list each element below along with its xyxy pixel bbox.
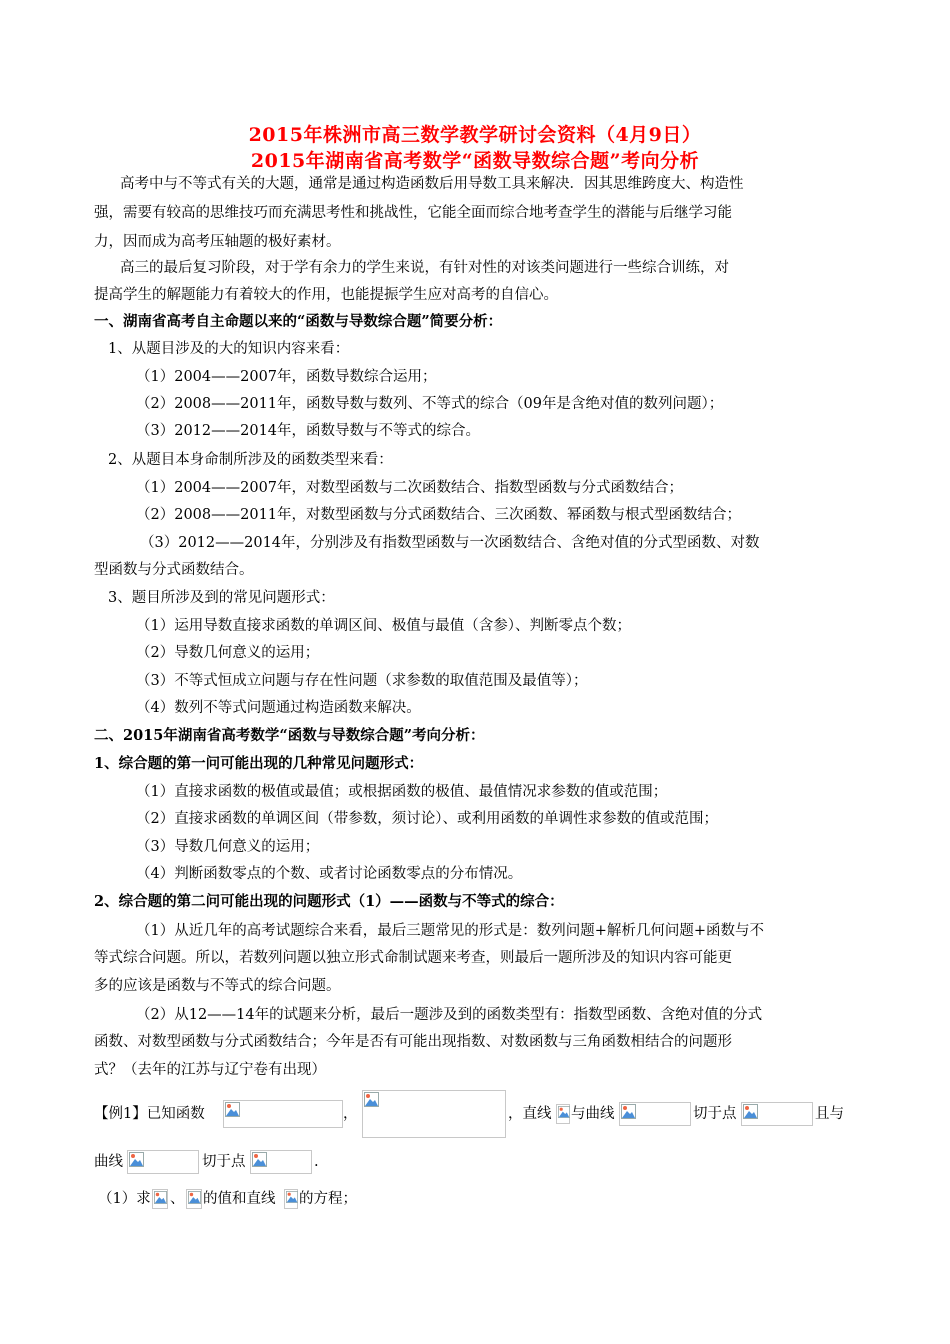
- list-item: （2）导数几何意义的运用；: [136, 645, 320, 661]
- list-item: （3）2012——2014年，函数导数与不等式的综合。: [136, 423, 481, 439]
- broken-image-icon: [252, 1152, 267, 1167]
- text-tangent-at: 切于点: [693, 1106, 737, 1122]
- broken-image-icon: [154, 1191, 167, 1204]
- broken-image-icon: [225, 1102, 240, 1117]
- broken-image-icon: [286, 1191, 298, 1203]
- list-item: （3）导数几何意义的运用；: [136, 839, 320, 855]
- paragraph-line: 等式综合问题。所以，若数列问题以独立形式命制试题来考查，则最后一题所涉及的知识内容可能更: [94, 950, 732, 966]
- list-item: （2）直接求函数的单调区间（带参数，须讨论）、或利用函数的单调性求参数的值或范围；: [136, 811, 718, 827]
- list-item: （1）2004——2007年，函数导数综合运用；: [136, 369, 437, 385]
- subsection-heading: 1、从题目涉及的大的知识内容来看：: [108, 341, 350, 357]
- list-item: （1）直接求函数的极值或最值；或根据函数的极值、最值情况求参数的值或范围；: [136, 784, 668, 800]
- formula-image-placeholder: [556, 1104, 570, 1124]
- list-item: （2）2008——2011年，函数导数与数列、不等式的综合（09年是含绝对值的数列问题）；: [136, 396, 724, 412]
- subsection-heading: 3、题目所涉及到的常见问题形式：: [108, 590, 335, 606]
- formula-image-placeholder: [152, 1189, 168, 1209]
- broken-image-icon: [188, 1191, 201, 1204]
- text-with-curve: 与曲线: [571, 1106, 615, 1122]
- intro-line: 强，需要有较高的思维技巧而充满思考性和挑战性，它能全面而综合地考查学生的潜能与后继学习能: [94, 205, 732, 221]
- list-item: （2）2008——2011年，对数型函数与分式函数结合、三次函数、幂函数与根式型函数结合；: [136, 507, 742, 523]
- formula-image-placeholder: [362, 1090, 506, 1138]
- formula-image-placeholder: [223, 1100, 343, 1128]
- document-subtitle: 2015年湖南省高考数学“函数导数综合题”考向分析: [250, 150, 700, 172]
- section-heading: 一、湖南省高考自主命题以来的“函数与导数综合题”简要分析：: [94, 313, 503, 330]
- formula-image-placeholder: [127, 1150, 199, 1174]
- formula-image-placeholder: [619, 1102, 691, 1126]
- paragraph-line: 函数、对数型函数与分式函数结合；今年是否有可能出现指数、对数函数与三角函数相结合的问题形: [94, 1034, 732, 1050]
- formula-image-placeholder: [186, 1189, 202, 1209]
- section-heading: 二、2015年湖南省高考数学“函数与导数综合题”考向分析：: [94, 727, 485, 744]
- broken-image-icon: [621, 1104, 636, 1119]
- list-item: （4）判断函数零点的个数、或者讨论函数零点的分布情况。: [136, 866, 523, 882]
- list-item: 型函数与分式函数结合。: [94, 562, 254, 578]
- question-text: 的方程；: [299, 1191, 357, 1207]
- intro-line: 高考中与不等式有关的大题，通常是通过构造函数后用导数工具来解决．因其思维跨度大、构造性: [120, 176, 744, 192]
- paragraph-line: （2）从12——14年的试题来分析，最后一题涉及到的函数类型有：指数型函数、含绝对值的分式: [136, 1007, 763, 1023]
- subsection-heading: 2、综合题的第二问可能出现的问题形式（1）——函数与不等式的综合：: [94, 893, 564, 910]
- list-item: （1）运用导数直接求函数的单调区间、极值与最值（含参）、判断零点个数；: [136, 618, 631, 634]
- formula-image-placeholder: [741, 1102, 813, 1126]
- subsection-heading: 2、从题目本身命制所涉及的函数类型来看：: [108, 452, 393, 468]
- intro-line: 提高学生的解题能力有着较大的作用，也能提振学生应对高考的自信心。: [94, 287, 558, 303]
- paragraph-line: 多的应该是函数与不等式的综合问题。: [94, 978, 341, 994]
- broken-image-icon: [743, 1104, 758, 1119]
- list-item: （4）数列不等式问题通过构造函数来解决。: [136, 700, 421, 716]
- list-item: （3）不等式恒成立问题与存在性问题（求参数的取值范围及最值等）；: [136, 673, 588, 689]
- broken-image-icon: [558, 1106, 570, 1118]
- paragraph-line: （1）从近几年的高考试题综合来看，最后三题常见的形式是：数列问题+解析几何问题+函数与不: [136, 923, 765, 939]
- text-comma: ，: [343, 1106, 358, 1122]
- example-label: 【例1】已知函数: [94, 1106, 205, 1122]
- text-line-word: ，直线: [508, 1106, 552, 1122]
- text-tangent-at: 切于点: [202, 1154, 246, 1170]
- question-text: 、: [170, 1191, 185, 1207]
- list-item: （1）2004——2007年，对数型函数与二次函数结合、指数型函数与分式函数结合；: [136, 480, 684, 496]
- broken-image-icon: [364, 1092, 379, 1107]
- document-title: 2015年株洲市高三数学教学研讨会资料（4月9日）: [248, 124, 702, 146]
- text-curve: 曲线: [94, 1154, 123, 1170]
- intro-line: 力，因而成为高考压轴题的极好素材。: [94, 234, 341, 250]
- broken-image-icon: [129, 1152, 144, 1167]
- intro-line: 高三的最后复习阶段，对于学有余力的学生来说，有针对性的对该类问题进行一些综合训练，对: [120, 260, 729, 276]
- question-text: 的值和直线: [203, 1191, 276, 1207]
- list-item: （3）2012——2014年，分别涉及有指数型函数与一次函数结合、含绝对值的分式型函数、对数: [140, 535, 760, 551]
- question-text: （1）求: [98, 1191, 151, 1207]
- paragraph-line: 式？（去年的江苏与辽宁卷有出现）: [94, 1062, 326, 1078]
- formula-image-placeholder: [284, 1189, 298, 1209]
- text-period: .: [314, 1154, 319, 1170]
- subsection-heading: 1、综合题的第一问可能出现的几种常见问题形式：: [94, 755, 424, 772]
- text-and: 且与: [815, 1106, 844, 1122]
- formula-image-placeholder: [250, 1150, 312, 1174]
